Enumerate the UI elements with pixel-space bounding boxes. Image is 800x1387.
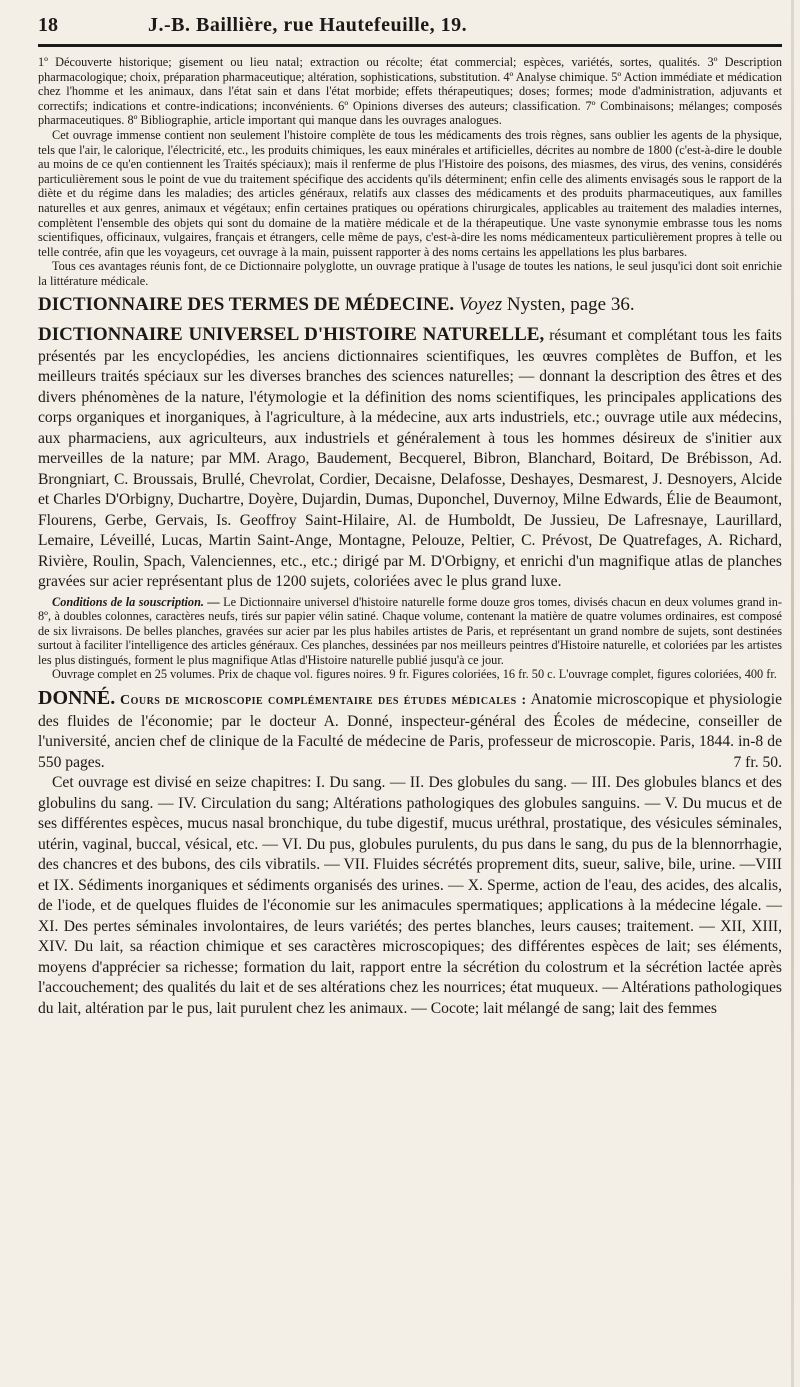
dict-hist-entry bbox=[38, 323, 782, 593]
conditions-label: Conditions de la souscription. — bbox=[52, 594, 220, 609]
page-number: 18 bbox=[38, 14, 58, 36]
donne-lead: DONNÉ. bbox=[38, 687, 116, 710]
page bbox=[38, 10, 782, 1019]
complete-work-paragraph: Ouvrage complet en 25 volumes. Prix de chaque vol. figures noires. 9 fr. Figures coloriées, 16 fr. 50 c. L'ouvrage complet, figures coloriées, 400 fr. bbox=[52, 667, 777, 682]
donne-price: 7 fr. 50. bbox=[733, 753, 782, 771]
page-edge-shadow bbox=[791, 0, 794, 1387]
conditions-body: Le Dictionnaire universel d'histoire naturelle forme douze gros tomes, divisés chacun en deux volumes grand in-8º, à doubles colonnes, caractères neufs, tirés sur papier vélin satiné. Chaque volume, contenant la matière de quatre volumes ordinaires, est composé de six livraisons. De belles planches, gravées sur acier par les plus habiles artistes de Paris, et représentant un grand nombre de sujets, sont destinées surtout à faciliter l'intelligence des articles généraux. Ces planches, dessinées par nos meilleurs peintres d'Histoire naturelle, et coloriées par les artistes les plus distingués, forment le plus magnifique Atlas d'Histoire naturelle publié jusqu'à ce jour. bbox=[38, 594, 783, 667]
dict-terms-entry bbox=[38, 293, 782, 317]
donne-body: Anatomie microscopique et physiologie des fluides de l'économie; par le docteur A. Donné, inspecteur-général des Écoles de médecine, conseiller de l'université, ancien chef de clinique de la Faculté de médecine de Paris, professeur de microscopie. Paris, 1844. in-8 de 550 pages. bbox=[38, 691, 783, 771]
dict-hist-title: DICTIONNAIRE UNIVERSEL D'HISTOIRE NATURELLE, bbox=[38, 323, 545, 345]
donne-title: Cours de microscopie complémentaire des études médicales : bbox=[119, 693, 527, 709]
running-head: J.-B. Baillière, rue Hautefeuille, 19. bbox=[148, 14, 468, 36]
donne-entry bbox=[38, 688, 782, 773]
dict-terms-ref: Voyez bbox=[458, 293, 503, 315]
contents-paragraph: 1º Découverte historique; gisement ou lieu natal; extraction ou récolte; état commercial; espèces, variétés, sortes, qualités. 3º Description pharmacologique; choix, préparation pharmaceutique; altération, sophistications, substitution. 4º Analyse chimique. 5º Action immédiate et médication chez l'homme et les animaux, dans l'état sain et dans l'état morbide; effets thérapeutiques; doses; formes; mode d'administration, adjuvants et correctifs; indications et contre-indications; inconvénients. 6º Opinions diverses des auteurs; classification. 7º Combinaisons; mélanges; composés pharmaceutiques. 8º Bibliographie, article important qui manque dans les ouvrages analogues. bbox=[38, 55, 782, 128]
page-header bbox=[38, 10, 782, 44]
dict-terms-ref-target: Nysten, page 36. bbox=[506, 293, 635, 315]
conditions-paragraph bbox=[38, 595, 782, 668]
advantages-paragraph: Tous ces avantages réunis font, de ce Dictionnaire polyglotte, un ouvrage pratique à l'usage de toutes les nations, le seul jusqu'ici dont soit enrichie la littérature médicale. bbox=[38, 259, 782, 288]
header-rule bbox=[38, 44, 782, 47]
donne-contents: Cet ouvrage est divisé en seize chapitres: I. Du sang. — II. Des globules du sang. — III. Des globules blancs et des globulins du sang. — IV. Circulation du sang; Altérations pathologiques des globules sanguins. — V. Du mucus et de ses différentes espèces, mucus nasal bronchique, du tube digestif, mucus uréthral, prostatique, des vésicules séminales, utérin, vaginal, buccal, vésical, etc. — VI. Du pus, globules purulents, du pus dans le sang, du pus de la blennorrhagie, des chancres et des bubons, des cils vibratils. — VII. Fluides sécrétés proprement dits, sueur, salive, bile, urine. —VIII et IX. Sédiments inorganiques et sédiments organisés des urines. — X. Sperme, action de l'eau, des acides, des alcalis, de l'iode, et de quelques fluides de l'économie sur les animacules spermatiques; applications à la médecine légale. — XI. Des pertes séminales involontaires, de leurs variétés; des pertes blanches, leurs causes; traitement. — XII, XIII, XIV. Du lait, sa réaction chimique et ses caractères microscopiques; des différentes espèces de lait; ses éléments, moyens d'apprécier sa richesse; formation du lait, rapport entre la sécrétion du colostrum et la sécrétion lactée après l'accouchement; des qualités du lait et de ses altérations chez les nourrices; état muqueux. — Altérations pathologiques du lait, altération par le pus, lait purulent chez les animaux. — Cocote; lait mélangé de sang; lait des femmes bbox=[38, 774, 782, 1017]
dict-terms-title: DICTIONNAIRE DES TERMES DE MÉDECINE. bbox=[38, 293, 455, 315]
dict-hist-body: résumant et complétant tous les faits présentés par les encyclopédies, les anciens dictionnaires scientifiques, les œuvres complètes de Buffon, et les meilleurs traités spéciaux sur les diverses branches des sciences naturelles; — donnant la description des êtres et des divers phénomènes de la nature, l'étymologie et la définition des noms scientifiques, les principales applications des corps organiques et inorganiques, à l'agriculture, à la médecine, aux arts industriels, etc.; ouvrage utile aux médecins, aux pharmaciens, aux agriculteurs, aux industriels et généralement à tous les hommes désireux de s'initier aux merveilles de la nature; par MM. Arago, Baudement, Becquerel, Bibron, Blanchard, Boitard, De Brébisson, Ad. Brongniart, C. Broussais, Brullé, Chevrolat, Cordier, Decaisne, Delafosse, Deshayes, Desmarest, J. Desnoyers, Alcide et Charles D'Orbigny, Duchartre, Doyère, Dujardin, Dumas, Duponchel, Duvernoy, Milne Edwards, Élie de Beaumont, Flourens, Gerbe, Gervais, Is. Geoffroy Saint-Hilaire, Al. de Humboldt, De Jussieu, De Lafresnaye, Laurillard, Lemaire, Léveillé, Lucas, Martin Saint-Ange, Montagne, Pelouze, Peltier, C. Prévost, De Quatrefages, A. Richard, Rivière, Roulin, Spach, Valenciennes, etc., etc.; dirigé par M. D'Orbigny, et enrichi d'un magnifique atlas de planches gravées sur acier représentant plus de 1200 sujets, coloriées avec le plus grand luxe. bbox=[38, 326, 782, 590]
description-paragraph: Cet ouvrage immense contient non seulement l'histoire complète de tous les médicaments des trois règnes, sans oublier les agents de la physique, tels que l'air, le calorique, l'électricité, etc., les produits chimiques, les eaux minérales et artificielles, décrites au nombre de 1800 (c'est-à-dire le double au moins de ce qu'en contiennent les Traités spéciaux); mais il renferme de plus l'Histoire des poisons, des miasmes, des virus, des venins, considérés particulièrement sous le point de vue du traitement spécifique des accidents qu'ils déterminent; enfin celle des aliments envisagés sous le rapport de la diète et du régime dans les maladies; des articles généraux, relatifs aux classes des médicaments et des produits pharmaceutiques, aux familles naturelles et aux genres, animaux et végétaux; enfin certaines pratiques ou opérations chirurgicales, applicables au traitement des maladies internes, complètent l'ensemble des objets qui sont du domaine de la matière médicale et de la thérapeutique. Une vaste synonymie embrasse tous les noms scientifiques, officinaux, vulgaires, français et étrangers, celle même de pays, c'est-à-dire les noms médicamenteux particulièrement propres à telle ou telle contrée, afin que les voyageurs, cet ouvrage à la main, puissent rapporter à des noms certains les appellations les plus barbares. bbox=[38, 127, 782, 259]
